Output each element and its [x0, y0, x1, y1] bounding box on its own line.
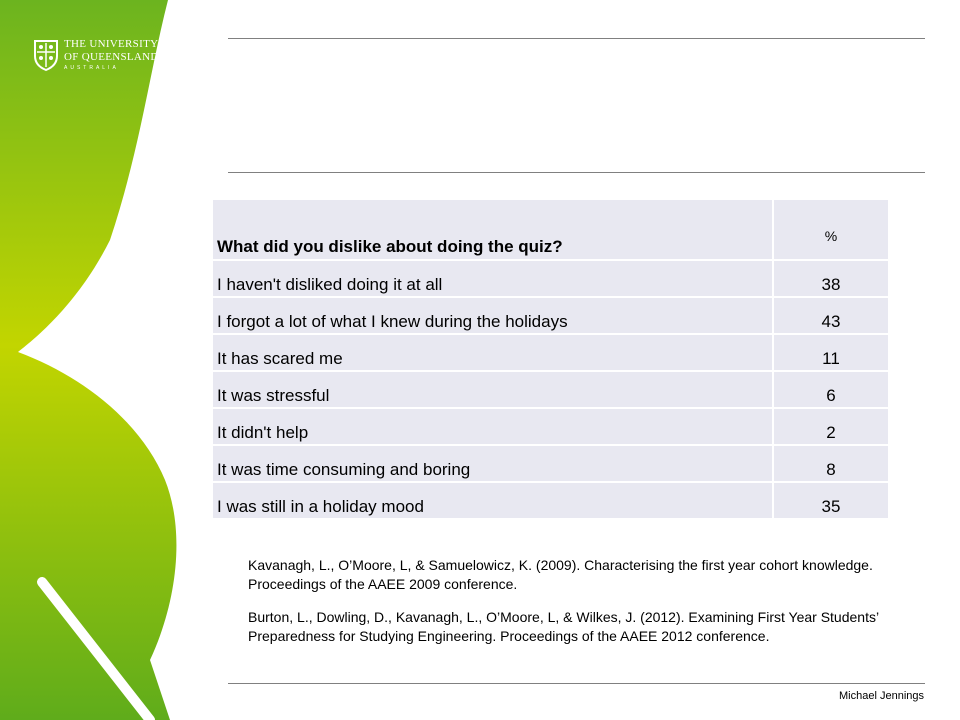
reference-1: Kavanagh, L., O’Moore, L, & Samuelowicz, K. (2009). Characterising the first year cohort knowledge. Proceedings of the AAEE 2009 conference.	[248, 557, 873, 592]
logo-line-1: THE UNIVERSITY	[64, 38, 159, 50]
footer-rule	[228, 683, 925, 684]
top-rule	[228, 38, 925, 39]
header-question: What did you dislike about doing the quiz?	[213, 200, 773, 260]
table-row	[213, 482, 888, 519]
logo-wordmark	[64, 39, 159, 71]
table-row	[213, 371, 888, 408]
row-label: I was still in a holiday mood	[213, 482, 773, 519]
footer-author: Michael Jennings	[839, 690, 924, 702]
row-value: 8	[773, 445, 888, 482]
row-label: It was time consuming and boring	[213, 445, 773, 482]
row-label: I forgot a lot of what I knew during the holidays	[213, 297, 773, 334]
row-value: 35	[773, 482, 888, 519]
table-row	[213, 408, 888, 445]
reference-2: Burton, L., Dowling, D., Kavanagh, L., O’Moore, L, & Wilkes, J. (2012). Examining First Year Students’ Preparedness for Studying Engineering. Proceedings of the AAEE 2012 conference.	[248, 609, 879, 644]
table-row	[213, 297, 888, 334]
crest-icon	[32, 38, 60, 72]
table-row	[213, 260, 888, 297]
row-label: I haven't disliked doing it at all	[213, 260, 773, 297]
table-row	[213, 334, 888, 371]
logo-line-3: AUSTRALIA	[64, 65, 119, 71]
row-value: 43	[773, 297, 888, 334]
row-value: 38	[773, 260, 888, 297]
row-value: 6	[773, 371, 888, 408]
survey-table	[213, 200, 888, 520]
row-value: 2	[773, 408, 888, 445]
row-label: It has scared me	[213, 334, 773, 371]
row-label: It didn't help	[213, 408, 773, 445]
university-logo	[32, 38, 159, 72]
table-row	[213, 445, 888, 482]
logo-line-2: OF QUEENSLAND	[64, 51, 159, 63]
title-rule	[228, 172, 925, 173]
header-percent: %	[773, 200, 888, 260]
table-header-row	[213, 200, 888, 260]
row-label: It was stressful	[213, 371, 773, 408]
references	[248, 556, 888, 660]
row-value: 11	[773, 334, 888, 371]
